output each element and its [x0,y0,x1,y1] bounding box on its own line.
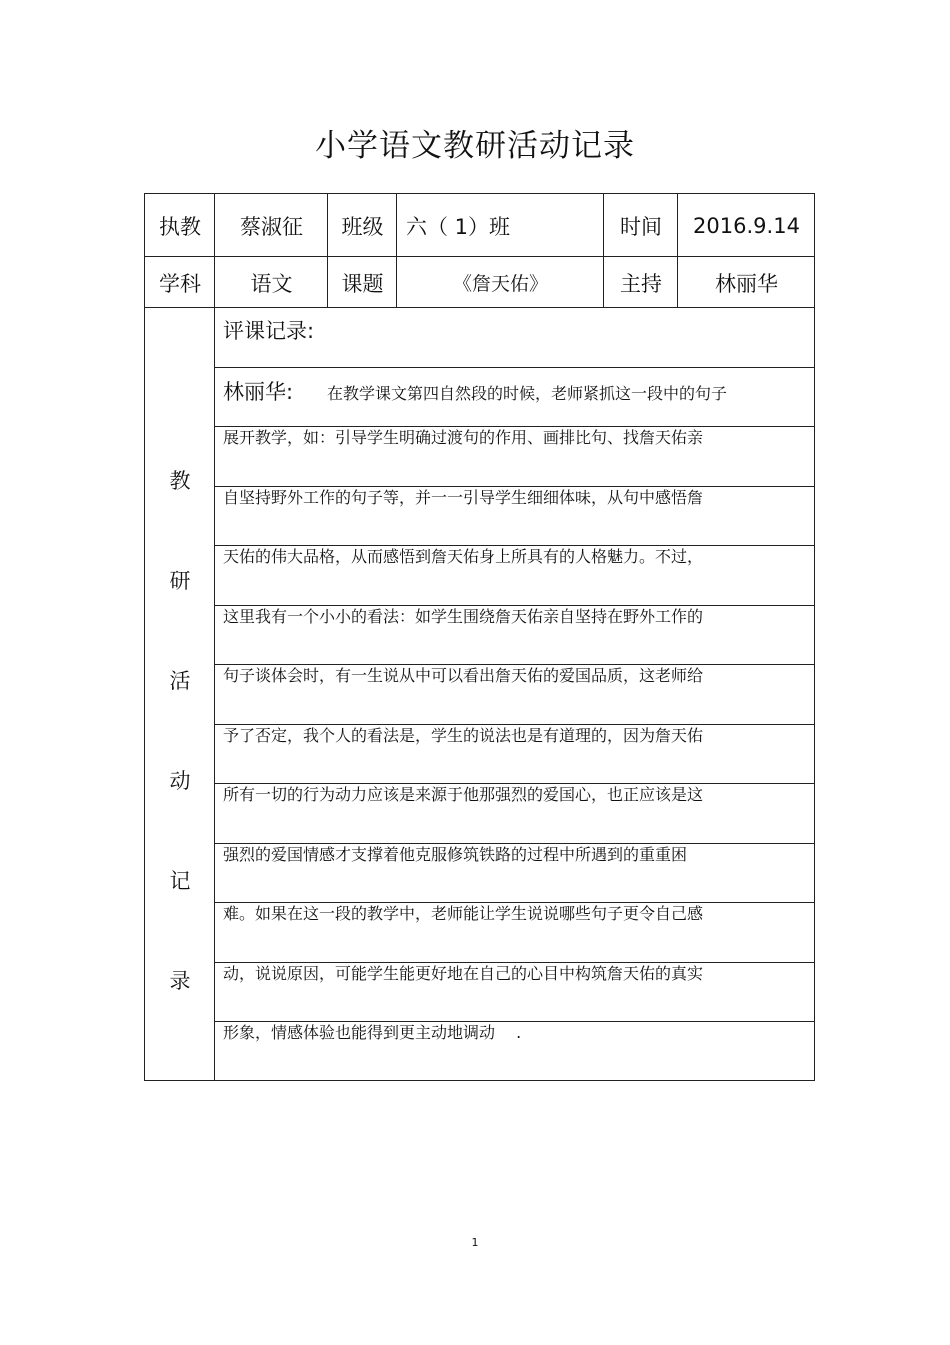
topic-label: 课题 [341,271,384,296]
record-line: 难。如果在这一段的教学中，老师能让学生说说哪些句子更令自己感 [223,904,704,923]
side-label-char: 活 [169,669,191,693]
record-line: 强烈的爱国情感才支撑着他克服修筑铁路的过程中所遇到的重重困 [223,845,688,864]
side-label-char: 动 [169,769,191,793]
class-label: 班级 [341,214,384,239]
side-label-char: 录 [169,969,191,993]
record-line: 句子谈体会时，有一生说从中可以看出詹天佑的爱国品质，这老师给 [223,666,704,685]
grid-line [145,256,814,257]
grid-line [677,194,678,308]
teacher-label: 执教 [159,214,201,239]
host-value: 林丽华 [715,271,778,296]
record-line: 在教学课文第四自然段的时候，老师紧抓这一段中的句子 [327,384,728,403]
topic-value: 《詹天佑》 [452,273,548,295]
record-line: 这里我有一个小小的看法：如学生围绕詹天佑亲自坚持在野外工作的 [223,607,704,626]
class-value: 六（ 1）班 [406,214,511,239]
subject-label: 学科 [159,271,201,296]
grid-line [145,307,814,308]
speaker-name: 林丽华: [223,380,294,404]
grid-line [603,194,604,308]
page-number: 1 [471,1236,479,1249]
side-label-char: 教 [169,469,191,493]
grid-line [214,194,215,308]
record-line: 动，说说原因，可能学生能更好地在自己的心目中构筑詹天佑的真实 [223,964,704,983]
subject-value: 语文 [250,271,293,296]
grid-line [327,194,328,308]
record-line: 予了否定，我个人的看法是，学生的说法也是有道理的，因为詹天佑 [223,726,704,745]
record-line: 所有一切的行为动力应该是来源于他那强烈的爱国心，也正应该是这 [223,785,704,804]
grid-line [214,308,215,1081]
record-line: 自坚持野外工作的句子等，并一一引导学生细细体味，从句中感悟詹 [223,488,704,507]
host-label: 主持 [620,271,662,296]
time-label: 时间 [620,214,662,239]
teacher-value: 蔡淑征 [240,214,303,239]
record-line: 天佑的伟大品格，从而感悟到詹天佑身上所具有的人格魅力。不过， [223,547,704,566]
side-label-char: 记 [169,869,191,893]
grid-line [396,194,397,308]
record-line: 展开教学，如：引导学生明确过渡句的作用、画排比句、找詹天佑亲 [223,428,704,447]
time-value: 2016.9.14 [693,213,800,238]
side-label-char: 研 [169,569,191,593]
grid-line [214,367,814,368]
review-heading: 评课记录: [223,319,315,343]
record-line: 形象，情感体验也能得到更主动地调动 . [223,1023,522,1042]
record-table [144,193,815,1081]
page-title: 小学语文教研活动记录 [315,128,635,164]
